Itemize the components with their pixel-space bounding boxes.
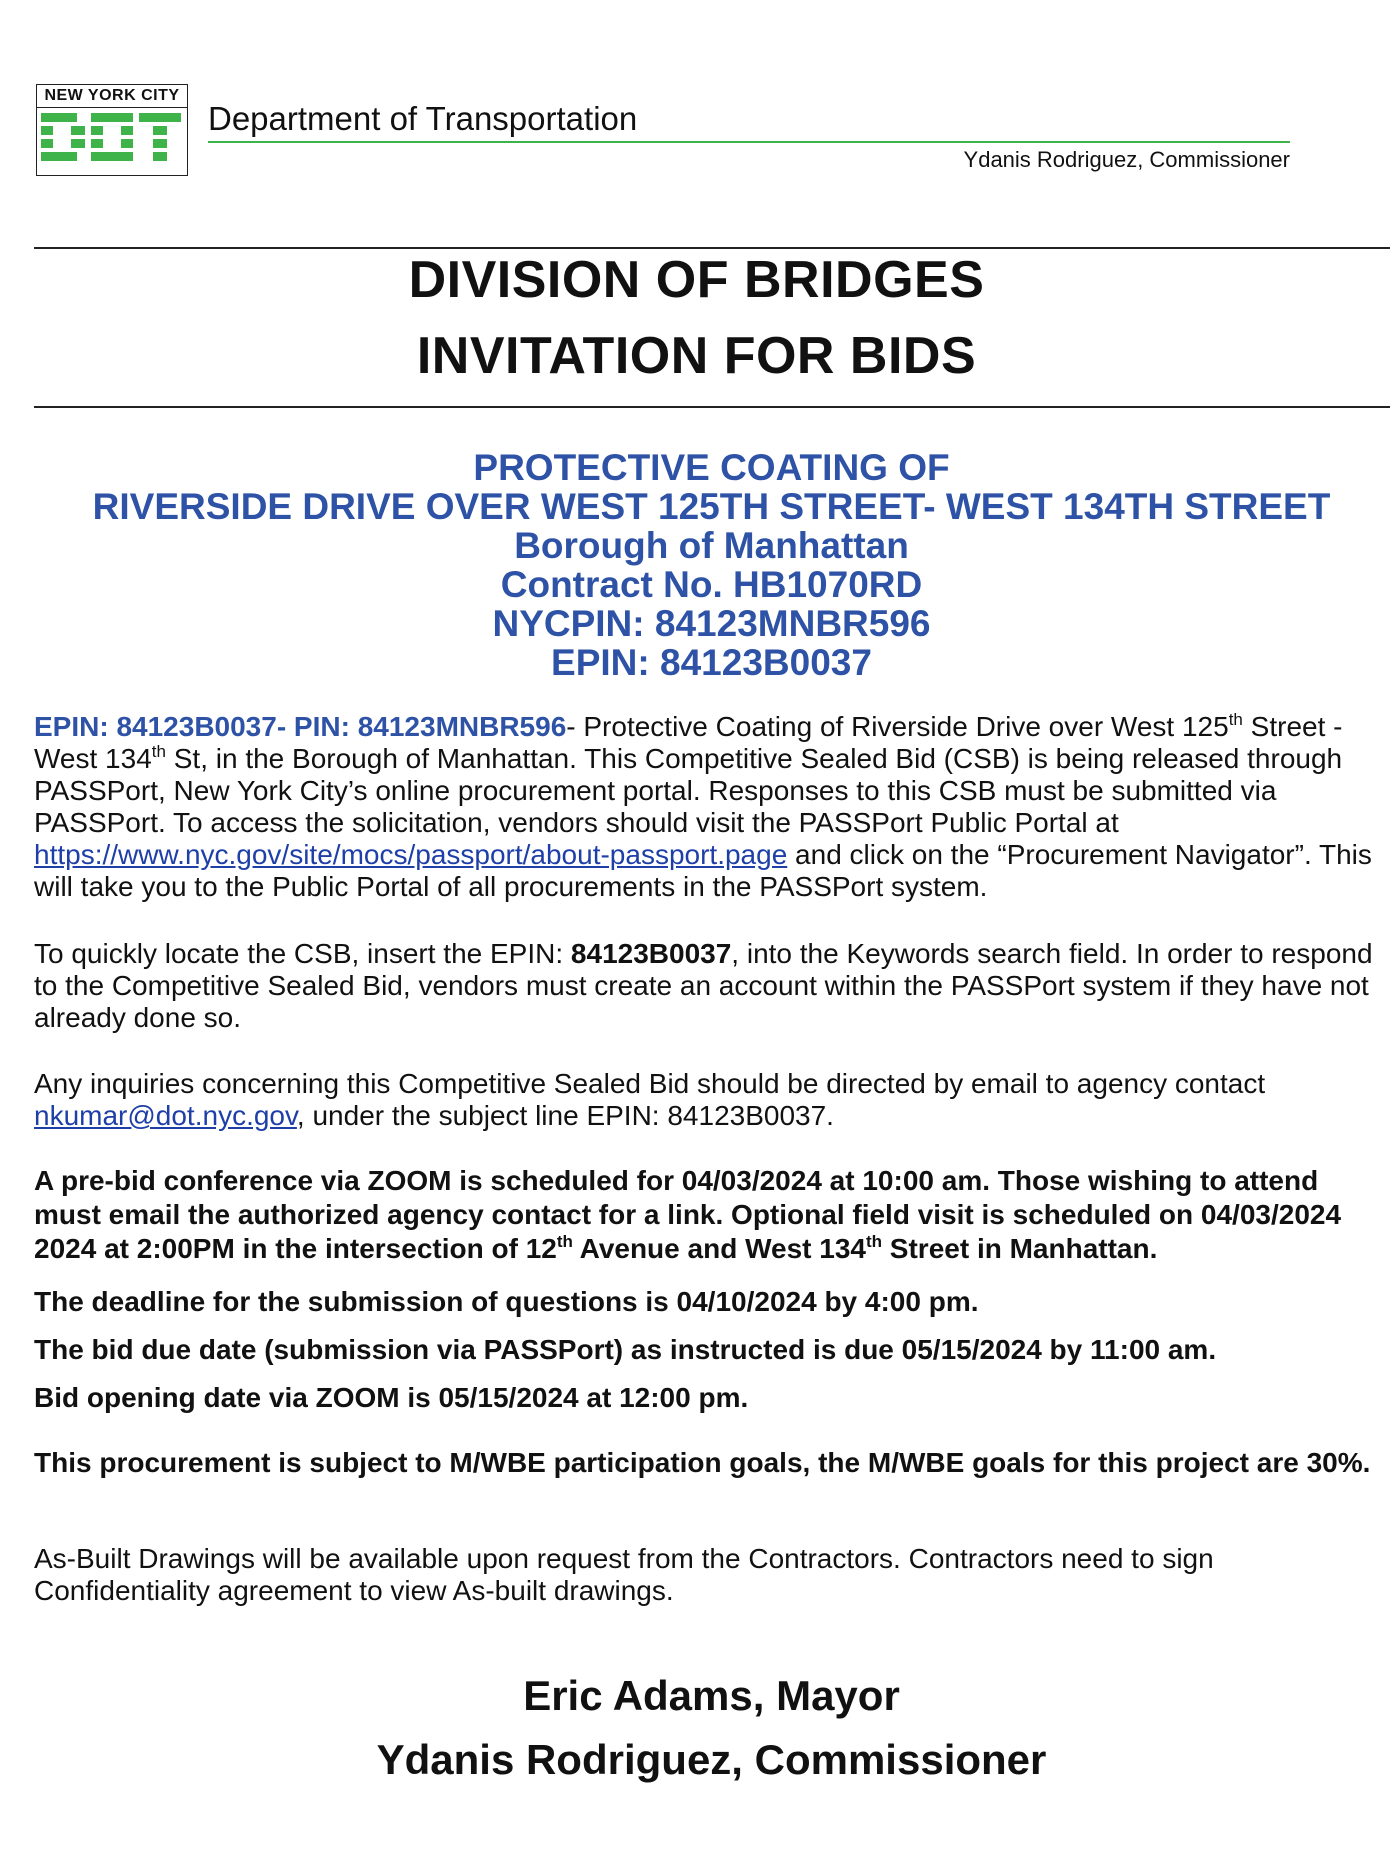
title-rule-bottom <box>34 406 1390 408</box>
mwbe-goals: This procurement is subject to M/WBE participation goals, the M/WBE goals for this project are 30%. <box>34 1447 1371 1478</box>
dot-logo-mark <box>41 111 183 171</box>
project-borough: Borough of Manhattan <box>514 525 909 566</box>
questions-deadline: The deadline for the submission of questions is 04/10/2024 by 4:00 pm. <box>34 1286 979 1317</box>
signature-mayor: Eric Adams, Mayor <box>523 1672 900 1719</box>
title-invitation: INVITATION FOR BIDS <box>416 327 977 385</box>
project-title-line2: RIVERSIDE DRIVE OVER WEST 125TH STREET- WEST 134TH STREET <box>92 486 1331 527</box>
pre-bid-conference-paragraph: A pre-bid conference via ZOOM is scheduled for 04/03/2024 at 10:00 am. Those wishing to attend must email the authorized agency contact for a link. Optional field visit is scheduled on 04/03/2024 2024 at 2:00PM in the intersection of 12th Avenue and West 134th Street in Manhattan. <box>34 1165 1342 1264</box>
project-title-line1: PROTECTIVE COATING OF <box>473 447 950 488</box>
project-epin: EPIN: 84123B0037 <box>551 642 872 683</box>
project-nycpin: NYCPIN: 84123MNBR596 <box>492 603 931 644</box>
as-built-drawings-note: As-Built Drawings will be available upon request from the Contractors. Contractors need to sign Confidentiality agreement to view As-built drawings. <box>34 1543 1214 1606</box>
bid-opening-date: Bid opening date via ZOOM is 05/15/2024 at 12:00 pm. <box>34 1382 749 1413</box>
title-rule-top <box>34 247 1390 249</box>
signature-commissioner: Ydanis Rodriguez, Commissioner <box>376 1736 1047 1783</box>
header-green-rule <box>208 141 1290 143</box>
agency-contact-email-link[interactable]: nkumar@dot.nyc.gov <box>34 1100 297 1131</box>
header-commissioner: Ydanis Rodriguez, Commissioner <box>963 147 1290 172</box>
logo-city-text: NEW YORK CITY <box>37 85 187 108</box>
epin-keyword: 84123B0037 <box>570 938 732 969</box>
passport-portal-link[interactable]: https://www.nyc.gov/site/mocs/passport/about-passport.page <box>34 839 788 870</box>
title-division: DIVISION OF BRIDGES <box>408 251 985 309</box>
inquiries-paragraph: Any inquiries concerning this Competitive Sealed Bid should be directed by email to agency contact nkumar@dot.nyc.gov, under the subject line EPIN: 84123B0037. <box>34 1068 1266 1131</box>
epin-pin-lead: EPIN: 84123B0037- PIN: 84123MNBR596 <box>34 711 567 742</box>
nyc-dot-logo <box>36 84 188 176</box>
project-contract-number: Contract No. HB1070RD <box>500 564 923 605</box>
solicitation-paragraph: EPIN: 84123B0037- PIN: 84123MNBR596- Protective Coating of Riverside Drive over West 125th Street - West 134th St, in the Borough of Manhattan. This Competitive Sealed Bid (CSB) is being released through PASSPort, New York City’s online procurement portal. Responses to this CSB must be submitted via PASSPort. To access the solicitation, vendors should visit the PASSPort Public Portal at https://www.nyc.gov/site/mocs/passport/about-passport.page and click on the “Procurement Navigator”. This will take you to the Public Portal of all procurements in the PASSPort system. <box>34 710 1372 902</box>
department-name: Department of Transportation <box>208 100 638 137</box>
locate-csb-paragraph: To quickly locate the CSB, insert the EPIN: 84123B0037, into the Keywords search field. In order to respond to the Competitive Sealed Bid, vendors must create an account within the PASSPort system if they have not already done so. <box>34 938 1373 1033</box>
bid-due-date: The bid due date (submission via PASSPort) as instructed is due 05/15/2024 by 11:00 am. <box>34 1334 1217 1365</box>
